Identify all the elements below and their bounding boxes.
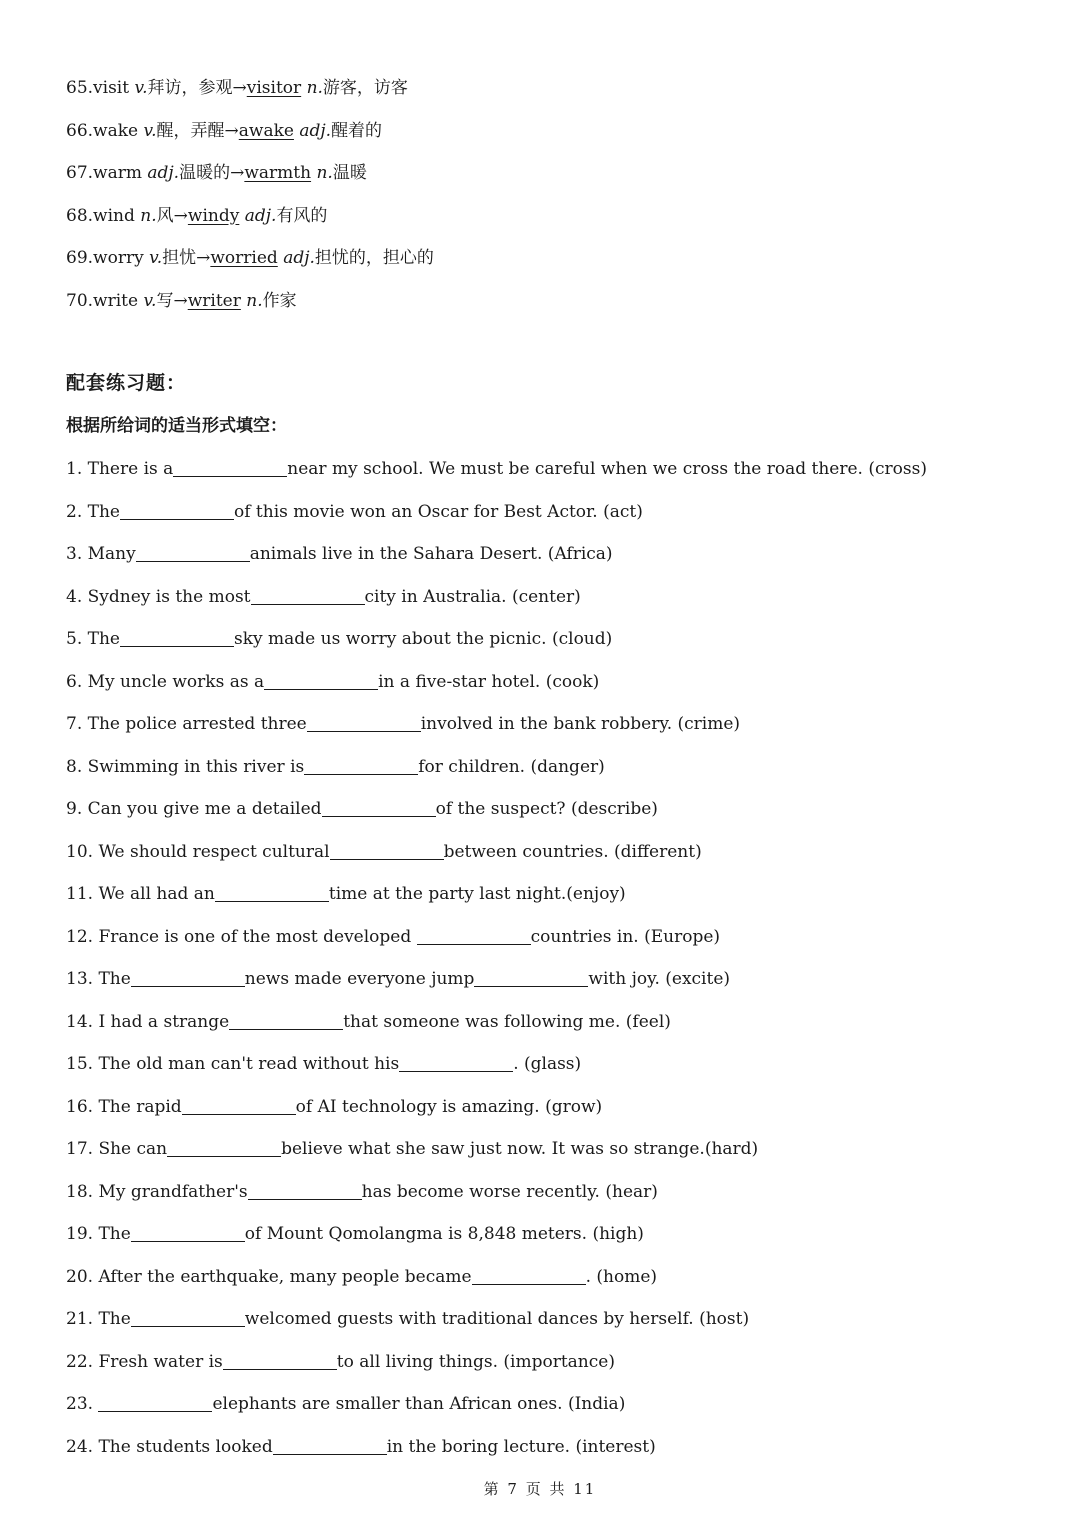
exercise-item	[66, 1044, 1046, 1087]
exercise-item	[66, 1214, 1046, 1257]
exercise-text-before: 7. The police arrested three	[66, 714, 307, 734]
vocab-derived-meaning: 作家	[262, 290, 297, 311]
vocab-derived-pos: adj.	[299, 120, 332, 141]
exercise-text-before: 4. Sydney is the most	[66, 586, 251, 607]
vocab-meaning: 担忧→	[162, 248, 211, 268]
exercise-item	[66, 1342, 1046, 1385]
answer-blank[interactable]	[307, 714, 421, 732]
answer-blank[interactable]	[472, 1267, 586, 1285]
vocab-derived-pos: n.	[316, 163, 333, 183]
vocab-pos: v.	[134, 78, 148, 98]
answer-blank[interactable]	[417, 927, 531, 945]
answer-blank[interactable]	[131, 1309, 245, 1327]
exercise-text-after: of this movie won an Oscar for Best Actor. (act)	[233, 501, 643, 522]
vocab-item	[66, 111, 1026, 154]
exercise-item	[66, 662, 1046, 705]
exercise-text-before: 1. There is a	[66, 459, 174, 479]
exercise-instruction: 根据所给词的适当形式填空：	[66, 416, 287, 436]
exercise-text-before: 13. The	[66, 969, 131, 989]
exercise-item	[66, 1087, 1046, 1130]
exercise-text-before: 10. We should respect cultural	[66, 841, 330, 862]
answer-blank[interactable]	[131, 969, 245, 987]
exercise-text-before: 21. The	[66, 1309, 131, 1329]
vocab-derived-meaning: 游客，访客	[322, 78, 408, 98]
vocab-list	[66, 68, 1026, 323]
vocab-derived-pos: adj.	[283, 248, 315, 268]
exercise-text-after: in a five-star hotel. (cook)	[378, 671, 600, 692]
vocab-derived-pos: n.	[306, 78, 323, 98]
vocab-pos: n.	[140, 205, 157, 226]
exercise-item	[66, 577, 1046, 620]
exercise-text-after: to all living things. (importance)	[336, 1351, 615, 1372]
exercise-item	[66, 619, 1046, 662]
exercise-text-before: 23.	[66, 1394, 99, 1414]
exercise-item	[66, 959, 1046, 1002]
exercise-item	[66, 1427, 1046, 1470]
vocab-number: 68.	[66, 205, 94, 226]
exercise-item	[66, 492, 1046, 535]
vocab-derived-word: writer	[187, 290, 241, 311]
exercise-text-after: near my school. We must be careful when we cross the road there. (cross)	[287, 459, 927, 479]
exercise-text-before: 24. The students looked	[66, 1436, 273, 1457]
answer-blank[interactable]	[264, 672, 378, 690]
exercise-item	[66, 1257, 1046, 1300]
exercise-text-after: believe what she saw just now. It was so strange.(hard)	[281, 1139, 759, 1159]
vocab-meaning: 温暖的→	[179, 163, 245, 183]
vocab-derived-word: visitor	[246, 78, 302, 98]
answer-blank[interactable]	[131, 1224, 245, 1242]
exercise-text-before: 18. My grandfather's	[66, 1181, 248, 1202]
exercise-text-after: in the boring lecture. (interest)	[386, 1436, 656, 1457]
exercise-item	[66, 1129, 1046, 1172]
vocab-word: wake	[93, 120, 139, 141]
vocab-number: 70.	[66, 290, 94, 311]
vocab-meaning: 醒，弄醒→	[156, 120, 239, 141]
vocab-number: 69.	[66, 248, 94, 268]
exercise-text-before: 11. We all had an	[66, 884, 215, 904]
exercise-item	[66, 789, 1046, 832]
vocab-word: write	[93, 290, 139, 311]
exercise-text-after: . (glass)	[513, 1054, 582, 1074]
exercise-text-before: 20. After the earthquake, many people became	[66, 1266, 472, 1287]
exercise-text-after: for children. (danger)	[418, 756, 605, 777]
vocab-derived-word: windy	[187, 205, 240, 226]
vocab-derived-meaning: 温暖	[332, 163, 367, 183]
answer-blank[interactable]	[322, 799, 436, 817]
exercise-text-before: 19. The	[66, 1224, 131, 1244]
exercise-text-after: animals live in the Sahara Desert. (Africa)	[249, 544, 613, 564]
exercise-text-after: welcomed guests with traditional dances by herself. (host)	[244, 1309, 750, 1329]
exercise-text-middle: news made everyone jump	[244, 969, 475, 989]
exercise-item	[66, 1384, 1046, 1427]
exercise-item	[66, 747, 1046, 790]
exercise-text-after: city in Australia. (center)	[364, 586, 581, 607]
exercise-item	[66, 449, 1046, 492]
exercise-text-before: 8. Swimming in this river is	[66, 756, 305, 777]
page-footer: 第 7 页 共 11	[483, 1480, 597, 1498]
vocab-number: 65.	[66, 78, 94, 98]
answer-blank[interactable]	[120, 502, 234, 520]
vocab-number: 66.	[66, 120, 94, 141]
vocab-derived-meaning: 担忧的，担心的	[314, 248, 434, 268]
answer-blank[interactable]	[330, 842, 444, 860]
exercise-text-after: . (home)	[585, 1266, 658, 1287]
vocab-word: worry	[93, 248, 144, 268]
vocab-number: 67.	[66, 163, 94, 183]
answer-blank[interactable]	[182, 1097, 296, 1115]
exercise-text-before: 9. Can you give me a detailed	[66, 799, 322, 819]
exercise-text-after: elephants are smaller than African ones. (India)	[212, 1394, 626, 1414]
exercise-text-before: 2. The	[66, 501, 120, 522]
vocab-derived-meaning: 有风的	[276, 205, 328, 226]
answer-blank[interactable]	[229, 1012, 343, 1030]
exercise-text-before: 6. My uncle works as a	[66, 671, 265, 692]
exercise-item	[66, 874, 1046, 917]
vocab-item	[66, 238, 1026, 281]
vocab-derived-pos: adj.	[244, 205, 277, 226]
answer-blank[interactable]	[273, 1437, 387, 1455]
vocab-derived-word: warmth	[244, 163, 312, 183]
vocab-word: warm	[93, 163, 142, 183]
vocab-item	[66, 196, 1026, 239]
exercise-text-before: 17. She can	[66, 1139, 168, 1159]
answer-blank[interactable]	[215, 884, 329, 902]
vocab-item	[66, 281, 1026, 324]
exercise-item	[66, 1002, 1046, 1045]
vocab-derived-word: worried	[210, 248, 278, 268]
answer-blank[interactable]	[474, 969, 588, 987]
exercise-text-before: 3. Many	[66, 544, 136, 564]
exercise-text-after: between countries. (different)	[443, 841, 702, 862]
exercise-text-after: with joy. (excite)	[588, 969, 731, 989]
vocab-pos: v.	[149, 248, 163, 268]
exercise-item	[66, 1299, 1046, 1342]
answer-blank[interactable]	[248, 1182, 362, 1200]
vocab-meaning: 写→	[156, 290, 188, 311]
exercise-text-after: involved in the bank robbery. (crime)	[420, 714, 741, 734]
answer-blank[interactable]	[304, 757, 418, 775]
vocab-derived-word: awake	[238, 120, 294, 141]
exercise-item	[66, 1172, 1046, 1215]
section-title: 配套练习题：	[66, 372, 187, 394]
vocab-pos: v.	[143, 290, 157, 311]
vocab-pos: adj.	[147, 163, 180, 183]
exercise-text-before: 22. Fresh water is	[66, 1351, 223, 1372]
exercise-text-after: that someone was following me. (feel)	[343, 1011, 671, 1032]
answer-blank[interactable]	[399, 1054, 513, 1072]
answer-blank[interactable]	[136, 544, 250, 562]
vocab-pos: v.	[143, 120, 157, 141]
exercise-text-after: of the suspect? (describe)	[435, 799, 658, 819]
vocab-meaning: 风→	[156, 205, 188, 226]
exercise-text-before: 16. The rapid	[66, 1096, 182, 1117]
exercise-text-before: 5. The	[66, 629, 120, 649]
exercise-list	[66, 449, 1046, 1469]
exercise-item	[66, 917, 1046, 960]
answer-blank[interactable]	[173, 459, 287, 477]
answer-blank[interactable]	[223, 1352, 337, 1370]
vocab-meaning: 拜访，参观→	[147, 78, 247, 98]
answer-blank[interactable]	[251, 587, 365, 605]
answer-blank[interactable]	[167, 1139, 281, 1157]
vocab-item	[66, 68, 1026, 111]
exercise-item	[66, 704, 1046, 747]
vocab-derived-pos: n.	[246, 290, 263, 311]
exercise-text-after: countries in. (Europe)	[530, 926, 721, 947]
vocab-item	[66, 153, 1026, 196]
exercise-text-after: has become worse recently. (hear)	[361, 1181, 658, 1202]
answer-blank[interactable]	[98, 1394, 212, 1412]
exercise-item	[66, 832, 1046, 875]
exercise-text-after: sky made us worry about the picnic. (cloud)	[233, 629, 613, 649]
answer-blank[interactable]	[120, 629, 234, 647]
exercise-text-before: 12. France is one of the most developed	[66, 926, 417, 947]
vocab-derived-meaning: 醒着的	[331, 120, 383, 141]
exercise-text-after: time at the party last night.(enjoy)	[328, 884, 626, 904]
exercise-text-after: of AI technology is amazing. (grow)	[295, 1096, 603, 1117]
exercise-text-before: 14. I had a strange	[66, 1011, 230, 1032]
vocab-word: wind	[93, 205, 135, 226]
exercise-text-before: 15. The old man can't read without his	[66, 1054, 400, 1074]
vocab-word: visit	[93, 78, 130, 98]
exercise-item	[66, 534, 1046, 577]
exercise-text-after: of Mount Qomolangma is 8,848 meters. (high)	[244, 1224, 644, 1244]
